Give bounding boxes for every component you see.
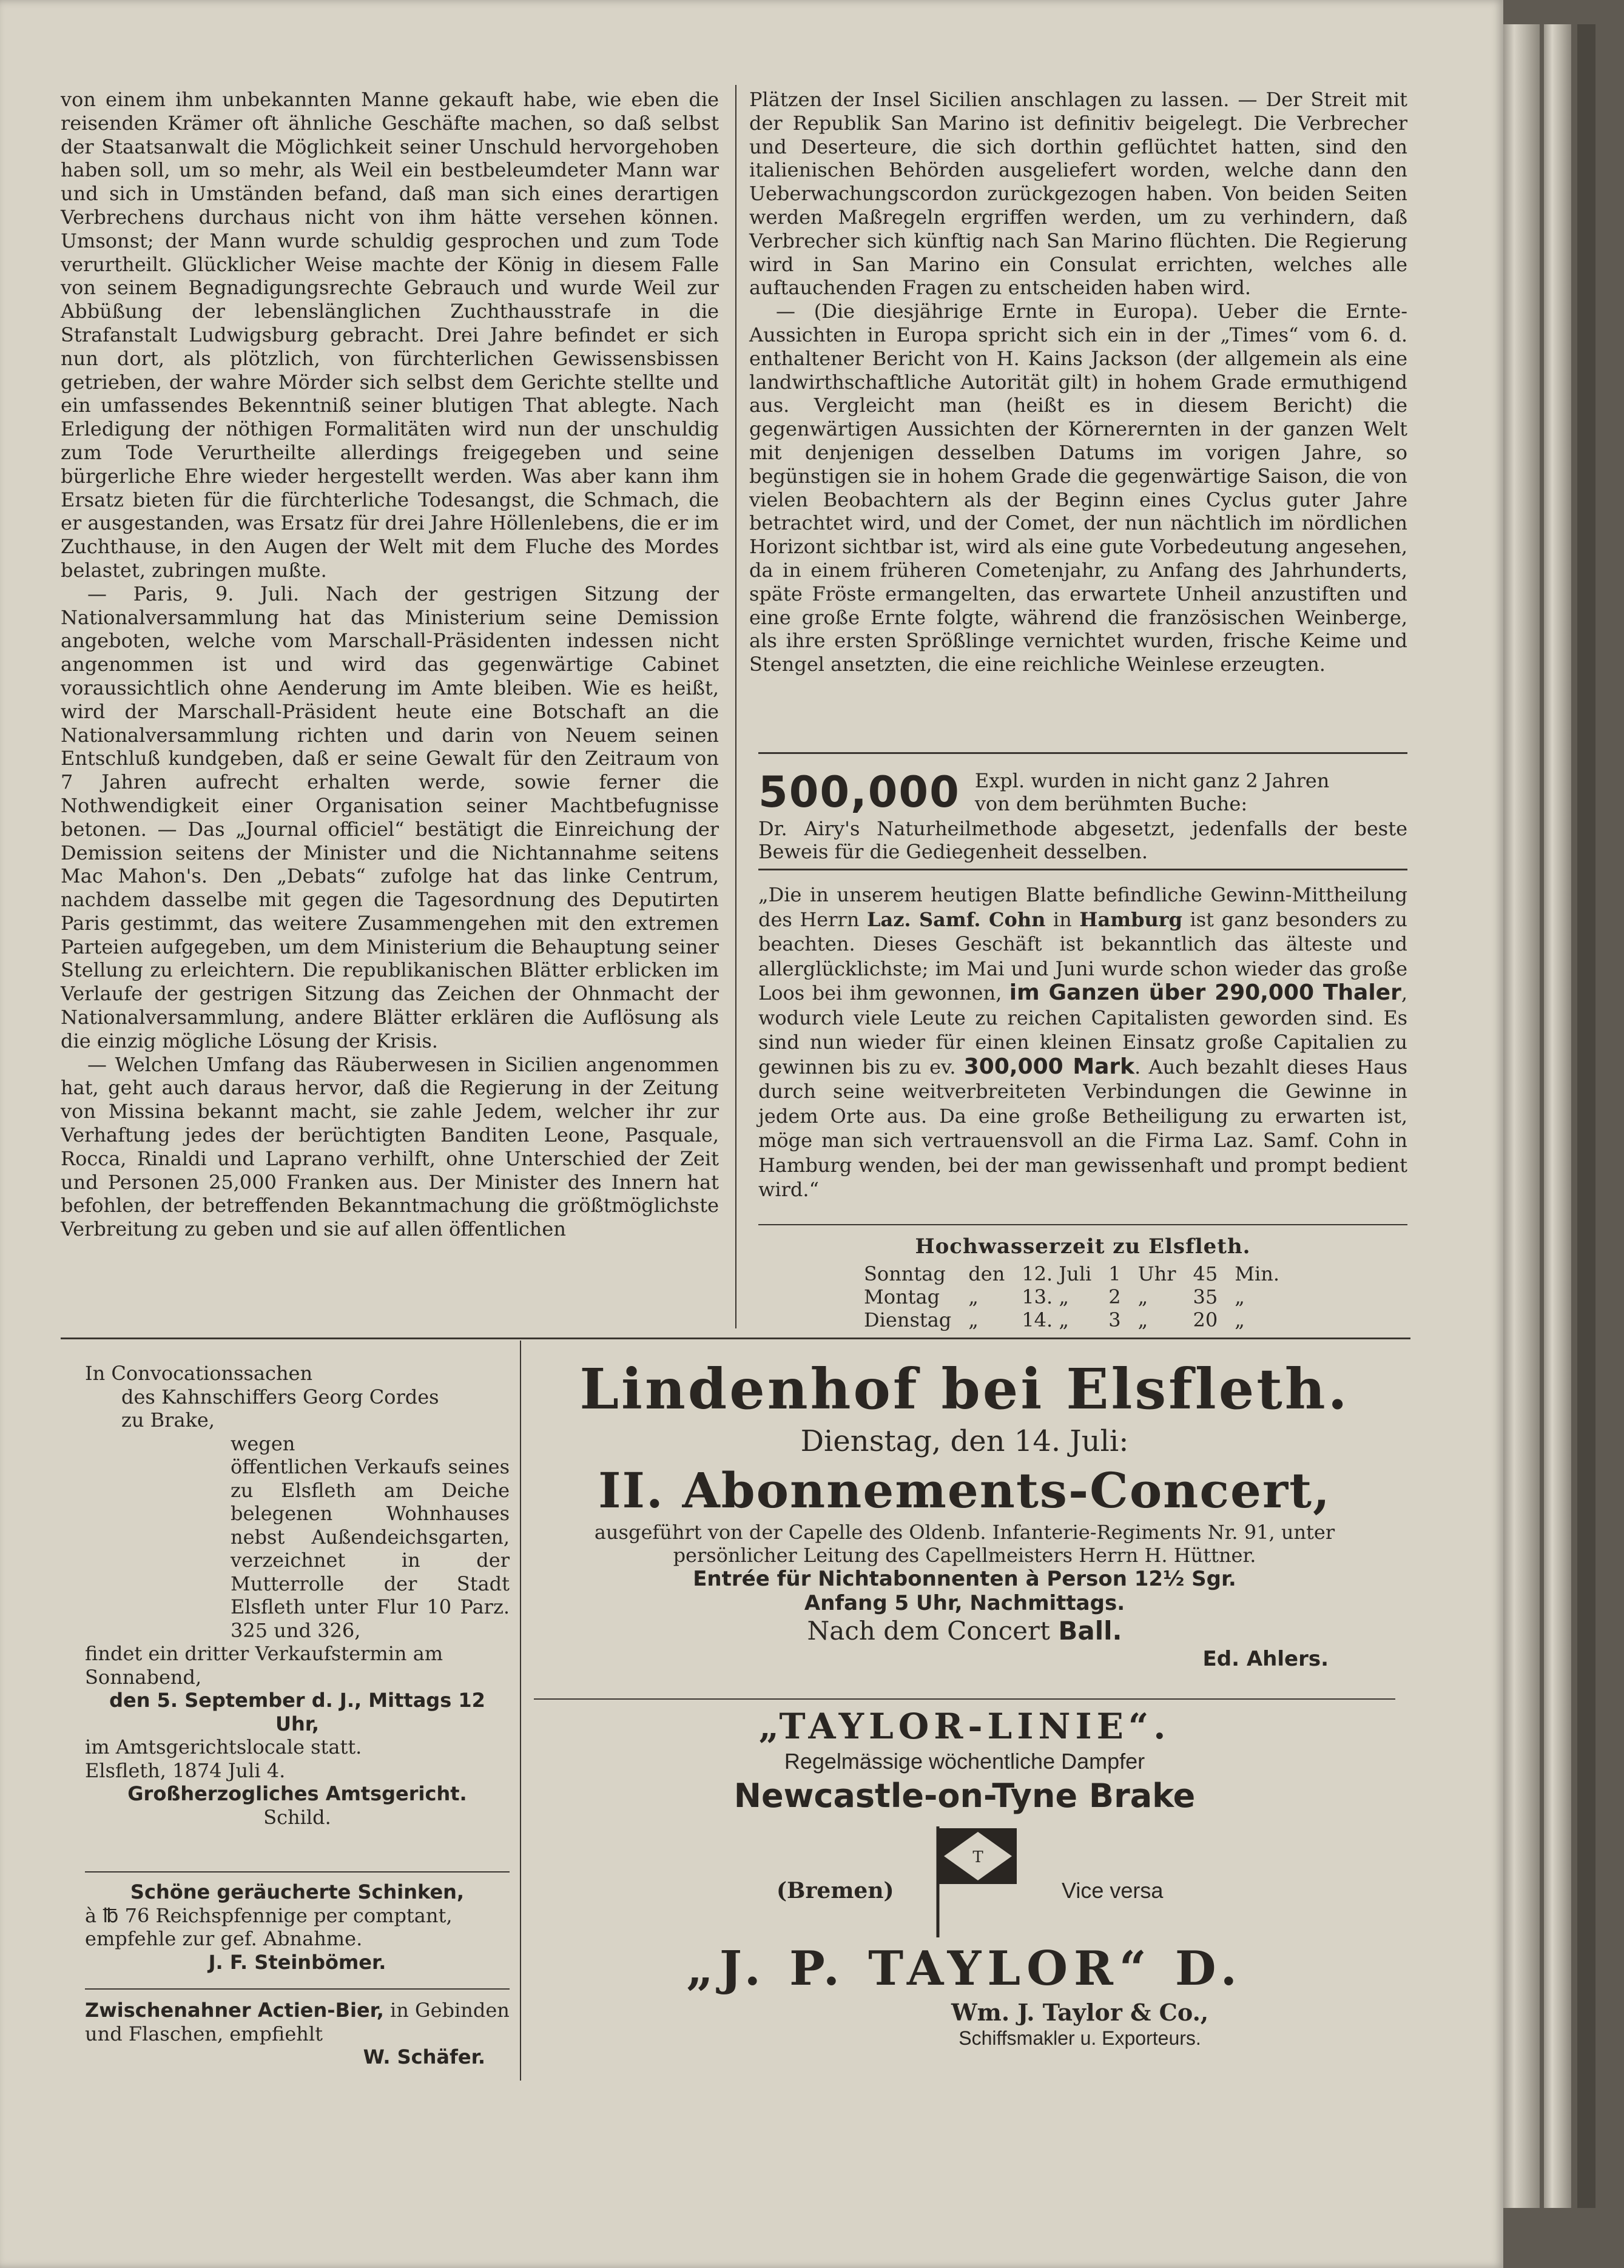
schinken-body: à ℔ 76 Reichspfennige per comptant, empfehle zur gef. Abnahme. — [85, 1903, 453, 1950]
right-column — [749, 88, 1407, 676]
cohn-text: . Auch bezahlt dieses Haus durch seine weitverbreiteten Verbindungen die Gewinne in jedem Orte aus. Da eine große Betheiligung zu erwarten ist, möge man sich vertrauensvoll an die Firma Laz. Samf. Cohn in Hamburg wenden, bei der man gewissenhaft und prompt bedient wird.“ — [758, 1055, 1408, 1201]
concert-entree: Entrée für Nichtabonnenten à Person 12½ Sgr. — [693, 1567, 1236, 1591]
cohn-text: , wodurch viele Leute zu reichen Capitalisten geworden sind. Es sind nun wieder für einen kleinen Einsatz große Capitalien zu gewinnen bis zu ev. — [758, 981, 1407, 1078]
flag-row — [546, 1817, 1383, 1939]
notice-line: wegen — [231, 1432, 295, 1455]
ad-500000 — [758, 767, 1407, 863]
tide-table — [855, 1262, 1288, 1331]
lindenhof-concert-ad — [534, 1356, 1395, 1671]
divider — [758, 752, 1407, 754]
notice-line: zu Brake, — [121, 1408, 215, 1432]
cohn-name: Laz. Samf. Cohn — [866, 907, 1046, 931]
taylor-route: Newcastle-on-Tyne Brake — [733, 1777, 1196, 1815]
bier-ad — [85, 1999, 510, 2069]
notice-line: findet ein dritter Verkaufstermin am Sonnabend, — [85, 1642, 443, 1689]
page-edge — [1544, 24, 1571, 2208]
lindenhof-title: Lindenhof bei Elsfleth. — [579, 1356, 1350, 1422]
divider — [85, 1988, 510, 1990]
concert-ball: Nach dem Concert Ball. — [807, 1616, 1122, 1646]
ad-line1: Expl. wurden in nicht ganz 2 Jahren — [974, 769, 1330, 792]
schinken-title: Schöne geräucherte Schinken, — [130, 1880, 465, 1903]
taylor-line-ad — [546, 1704, 1383, 2050]
article-paragraph: von einem ihm unbekannten Manne gekauft habe, wie eben die reisenden Krämer oft ähnliche Geschäfte machen, so daß selbst der Staatsanwalt die Möglichkeit seiner Unschuld hervorgehoben haben soll, um so mehr, als Weil ein bestbeleumdeter Mann war und sich in Umständen befand, daß man sich eines derartigen Verbrechens durchaus nicht von ihm hätte versehen können. Umsonst; der Mann wurde schuldig gesprochen und zum Tode verurtheilt. Glücklicher Weise machte der König in diesem Falle von seinem Begnadigungsrechte Gebrauch und wurde Weil zur Abbüßung der lebenslänglichen Zuchthausstrafe in die Strafanstalt Ludwigsburg gebracht. Drei Jahre befindet er sich nun dort, als plötzlich, von fürchterlichen Gewissensbissen getrieben, der wahre Mörder sich selbst dem Gerichte stellte und ein umfassendes Bekenntniß seiner blutigen That ablegte. Nach Erledigung der nöthigen Formalitäten wird nun der unschuldig zum Tode Verurtheilte allerdings freigegeben und seine bürgerliche Ehre wieder hergestellt werden. Was aber kann ihm Ersatz bieten für die fürchterliche Todesangst, die Schmach, die er ausgestanden, was Ersatz für drei Jahre Höllenlebens, die er im Zuchthause, in den Augen der Welt mit dem Fluche des Mordes belastet, zubringen mußte. — [61, 88, 719, 582]
notice-line: öffentlichen Verkaufs seines zu Elsfleth am Deiche belegenen Wohnhauses nebst Außendeichsgarten, verzeichnet in der Mutterrolle der Stadt Elsfleth unter Flur 10 Parz. 325 und 326, — [231, 1455, 510, 1642]
flag-letter: T — [972, 1848, 983, 1866]
cohn-text: ist ganz besonders zu beachten. Dieses Geschäft ist bekanntlich das älteste und allerglücklichste; im Mai und Juni wurde schon wieder das große Loos bei ihm gewonnen, — [758, 907, 1407, 1004]
notice-authority: Großherzogliches Amtsgericht. — [127, 1782, 467, 1805]
concert-start: Anfang 5 Uhr, Nachmittags. — [804, 1591, 1125, 1615]
route-origin: (Bremen) — [777, 1878, 894, 1903]
notice-line: im Amtsgerichtslocale statt. — [85, 1735, 362, 1758]
cohn-prize: im Ganzen über 290,000 Thaler — [1009, 980, 1401, 1005]
route-vice-versa: Vice versa — [1062, 1878, 1164, 1903]
ad-divider — [520, 1341, 521, 2081]
schinken-ad — [85, 1880, 510, 1974]
taylor-subtitle: Regelmässige wöchentliche Dampfer — [784, 1749, 1145, 1774]
ad-line2: von dem berühmten Buche: — [974, 792, 1248, 815]
firm-name: Wm. J. Taylor & Co., — [951, 1999, 1209, 2026]
convocation-notice — [85, 1362, 510, 1829]
schinken-signature: J. F. Steinbömer. — [208, 1950, 386, 1974]
tide-table-section — [758, 1234, 1407, 1331]
article-harvest: — (Die diesjährige Ernte in Europa). Ueber die Ernte-Aussichten in Europa spricht sich ein in der „Times“ vom 6. d. enthaltener Bericht von H. Kains Jackson (der allgemein als eine landwirthschaftliche Autorität gilt) in hohem Grade ermuthigend aus. Vergleicht man (heißt es in diesem Bericht) die gegenwärtigen Aussichten der Körnerernten in der ganzen Welt mit denjenigen desselben Datums im vorigen Jahre, so begünstigen sie in hohem Grade die gegenwärtige Saison, die von vielen Beobachtern als der Beginn eines Cyclus guter Jahre betrachtet wird, und der Comet, der nun nächtlich im nördlichen Horizont sichtbar ist, wird als eine gute Vorbedeutung angesehen, da in einem früheren Cometenjahr, zu Anfang des Jahrhunderts, späte Fröste ermangelten, das erwartete Unheil anzustiften und eine große Ernte folgte, während die französischen Weinberge, als ihre ersten Sprößlinge vernichtet wurden, frische Keime und Stengel ansetzten, die eine reichliche Weinlese erzeugten. — [749, 300, 1407, 676]
notice-line: In Convocationssachen — [85, 1362, 313, 1385]
divider — [758, 1224, 1407, 1225]
concert-title: II. Abonnements-Concert, — [598, 1462, 1331, 1519]
divider — [758, 869, 1407, 870]
ship-name: „J. P. TAYLOR“ D. — [686, 1941, 1243, 1996]
taylor-title: „TAYLOR-LINIE“. — [758, 1706, 1171, 1747]
cohn-text: in — [1045, 907, 1080, 931]
concert-performer: ausgeführt von der Capelle des Oldenb. Infanterie-Regiments Nr. 91, unter persönlicher Leitung des Capellmeisters Herrn H. Hüttner. — [594, 1521, 1335, 1567]
ad-number: 500,000 — [758, 767, 960, 817]
notice-signature: Schild. — [263, 1805, 331, 1829]
ad-line3: Dr. Airy's Naturheilmethode abgesetzt, jedenfalls der beste Beweis für die Gediegenheit desselben. — [758, 817, 1407, 863]
notice-line: des Kahnschiffers Georg Cordes — [121, 1385, 439, 1408]
divider — [85, 1871, 510, 1873]
flag-icon — [934, 1823, 1019, 1939]
section-divider — [61, 1338, 1410, 1339]
tide-title: Hochwasserzeit zu Elsfleth. — [915, 1234, 1251, 1259]
cohn-text: „Die in unserem heutigen Blatte befindliche Gewinn-Mittheilung des Herrn — [758, 883, 1407, 931]
bier-body: in Gebinden und Flaschen, empfiehlt — [85, 1999, 510, 2045]
bier-signature: W. Schäfer. — [363, 2045, 485, 2068]
left-column — [61, 88, 719, 1241]
table-row: Dienstag „ 14. „ 3 „ 20 „ — [864, 1308, 1245, 1331]
firm-subtitle: Schiffsmakler u. Exporteurs. — [959, 2027, 1201, 2049]
article-sicily: — Welchen Umfang das Räuberwesen in Sicilien angenommen hat, geht auch daraus hervor, daß die Regierung in der Zeitung von Missina bekannt macht, sie zahle Jedem, welcher ihr zur Verhaftung jedes der berüchtigten Banditen Leone, Pasquale, Rocca, Rinaldi und Laprano verhilft, ohne Unterschied der Zeit und Personen 25,000 Franken aus. Der Minister des Innern hat befohlen, der betreffenden Bekanntmachung die größtmöglichste Verbreitung zu geben und sie auf allen öffentlichen — [61, 1052, 719, 1241]
table-row: Sonntag den 12. Juli 1 Uhr 45 Min. — [864, 1262, 1280, 1285]
divider — [534, 1698, 1395, 1700]
cohn-prize-max: 300,000 Mark — [963, 1054, 1135, 1079]
concert-signature: Ed. Ahlers. — [1202, 1647, 1329, 1671]
notice-line: Elsfleth, 1874 Juli 4. — [85, 1758, 286, 1782]
table-row: Montag „ 13. „ 2 „ 35 „ — [864, 1285, 1245, 1308]
cohn-city: Hamburg — [1079, 907, 1182, 931]
article-san-marino: Plätzen der Insel Sicilien anschlagen zu lassen. — Der Streit mit der Republik San Marino ist definitiv beigelegt. Die Verbrecher und Deserteure, die sich dorthin geflüchtet hatten, sind den italienischen Behörden ausgeliefert worden, welche dann den Ueberwachungscordon zurückgezogen haben. Von beiden Seiten werden Maßregeln ergriffen werden, um zu verhindern, daß Verbrecher sich künftig nach San Marino flüchten. Die Regierung wird in San Marino ein Consulat errichten, welches alle auftauchenden Fragen zu entscheiden haben wird. — [749, 88, 1407, 300]
column-divider — [735, 85, 736, 1328]
article-paris: — Paris, 9. Juli. Nach der gestrigen Sitzung der Nationalversammlung hat das Ministerium seine Demission angeboten, welche vom Marschall-Präsidenten indessen nicht angenommen ist und wird das gegenwärtige Cabinet voraussichtlich ohne Aenderung im Amte bleiben. Wie es heißt, wird der Marschall-Präsident heute eine Botschaft an die Nationalversammlung richten und darin von Neuem seinen Entschluß kundgeben, daß er seine Gewalt für den Zeitraum von 7 Jahren aufrecht erhalten werde, sowie ferner die Nothwendigkeit einer Organisation seiner Machtbefugnisse betonen. — Das „Journal officiel“ bestätigt die Einreichung der Demission seitens der Minister und die Nichtannahme seitens Mac Mahon's. Den „Debats“ zufolge hat das linke Centrum, nachdem dasselbe mit gegen die Tagesordnung des Deputirten Paris gestimmt, das weitere Zusammengehen mit den extremen Parteien aufgegeben, um dem Ministerium die Behauptung seiner Stellung zu erleichtern. Die republikanischen Blätter erblicken im Verlaufe der gestrigen Sitzung das Zeichen der Ohnmacht der Nationalversammlung, andere Blätter erklären die Auflösung als die einzig mögliche Lösung der Krisis. — [61, 582, 719, 1052]
notice-date: den 5. September d. J., Mittags 12 Uhr, — [109, 1689, 485, 1735]
page-edge — [1577, 24, 1595, 2208]
page-edge — [1503, 24, 1540, 2208]
concert-date: Dienstag, den 14. Juli: — [800, 1424, 1129, 1458]
bier-title: Zwischenahner Actien-Bier, — [85, 1999, 384, 2022]
cohn-lottery-ad — [758, 883, 1407, 1202]
